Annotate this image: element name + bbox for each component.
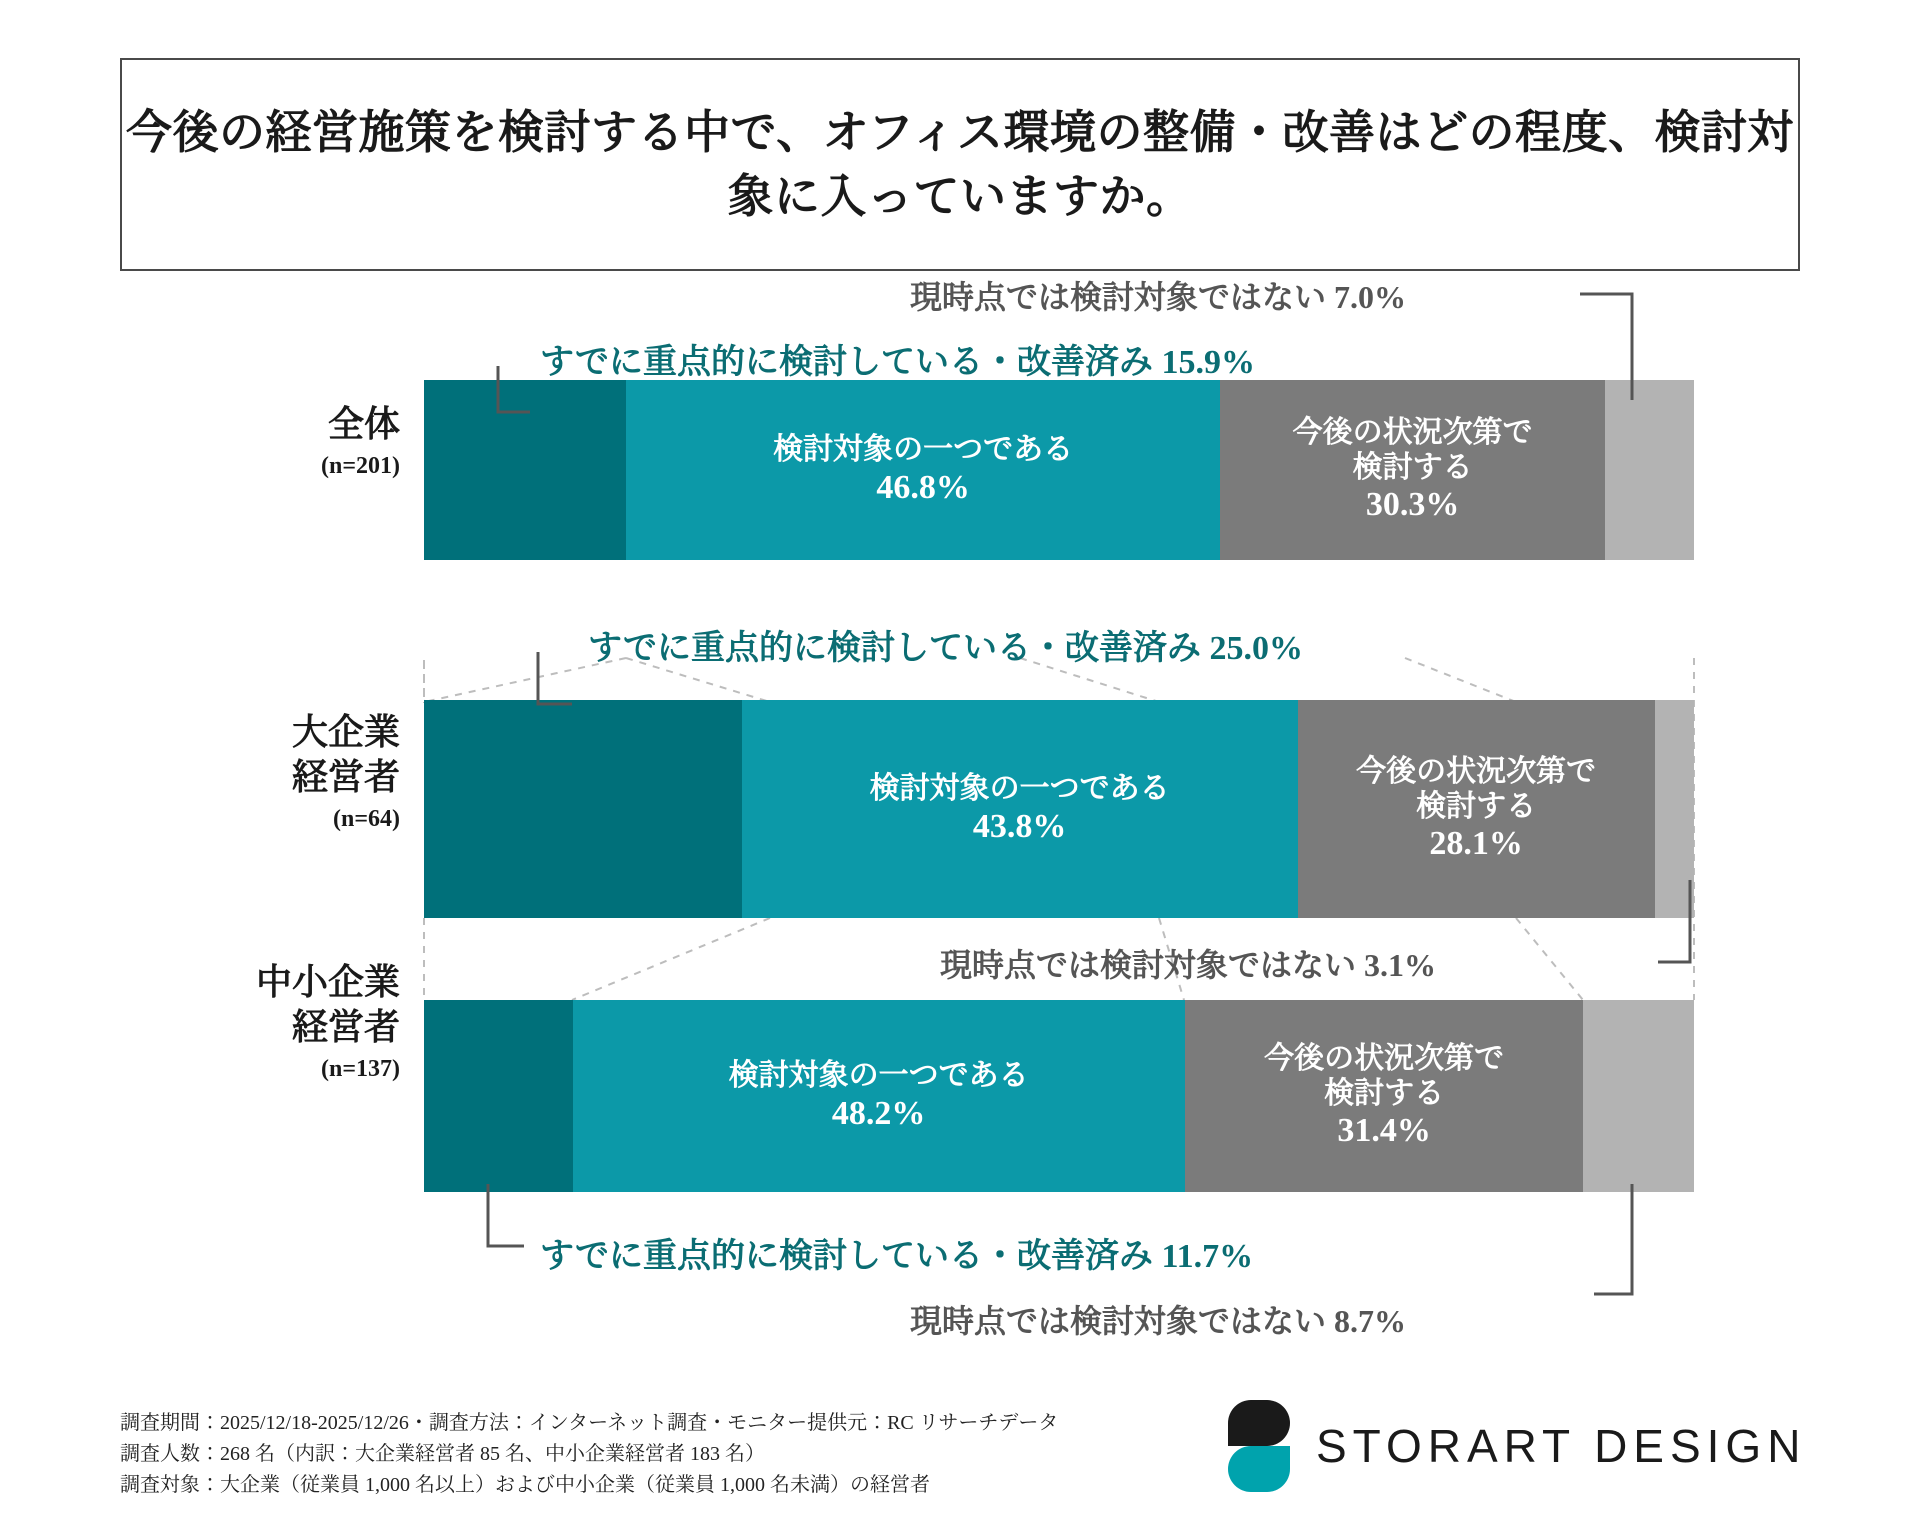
logo-bottom-shape (1228, 1446, 1290, 1492)
segment-label-line2: 検討する (1352, 450, 1473, 484)
callout-large-already: すでに重点的に検討している・改善済み 25.0% (588, 630, 1304, 667)
segment-value: 30.3% (1365, 486, 1460, 524)
segment-sme-depends (1185, 1000, 1584, 1192)
leader-large-notyet (1630, 880, 1750, 990)
segment-sme-candidate (573, 1000, 1185, 1192)
segment-label-line1: 今後の状況次第で (1356, 754, 1597, 788)
segment-value: 46.8% (876, 468, 970, 506)
category-name-line2: 経営者 (291, 757, 400, 797)
footnote-line-3: 調査対象：大企業（従業員 1,000 名以上）および中小企業（従業員 1,000 名未満）の経営者 (120, 1474, 930, 1496)
segment-label: 検討対象の一つである (728, 1059, 1029, 1093)
category-name-line2: 経営者 (291, 1007, 400, 1047)
callout-large-notyet: 現時点では検討対象ではない 3.1% (940, 947, 1437, 983)
callout-sme-already: すでに重点的に検討している・改善済み 11.7% (540, 1238, 1254, 1275)
segment-label-line1: 今後の状況次第で (1264, 1041, 1505, 1075)
stacked-bar-chart (0, 279, 1920, 1390)
footnote-line-2: 調査人数：268 名（内訳：大企業経営者 85 名、中小企業経営者 183 名） (120, 1443, 765, 1465)
logo-top-shape (1228, 1400, 1290, 1446)
segment-label-line2: 検討する (1416, 789, 1537, 823)
category-name-line1: 大企業 (291, 712, 400, 752)
category-name-line1: 中小企業 (255, 962, 400, 1002)
segment-value: 48.2% (831, 1094, 926, 1132)
category-n: (n=64) (332, 806, 400, 832)
segment-large-candidate (742, 700, 1298, 918)
survey-footnote (120, 1408, 1320, 1501)
category-name: 全体 (327, 404, 400, 444)
category-label-overall (0, 402, 400, 480)
bar-sme (424, 1000, 1694, 1192)
category-n: (n=201) (320, 453, 400, 479)
callout-overall-notyet: 現時点では検討対象ではない 7.0% (910, 279, 1407, 315)
segment-label: 検討対象の一つである (869, 772, 1170, 806)
brand-logo (1228, 1400, 1806, 1492)
leader-sme-notyet (1580, 1184, 1700, 1314)
segment-value: 31.4% (1337, 1112, 1431, 1150)
brand-name: STORART DESIGN (1316, 1420, 1807, 1472)
page-title: 今後の経営施策を検討する中で、オフィス環境の整備・改善はどの程度、検討対象に入っていますか。 (125, 107, 1795, 222)
segment-label-line1: 今後の状況次第で (1292, 415, 1533, 449)
segment-overall-candidate (626, 380, 1220, 560)
leader-overall-already (490, 360, 690, 430)
segment-overall-depends (1220, 380, 1605, 560)
category-label-large (0, 710, 400, 833)
segment-sme-notyet (1583, 1000, 1693, 1192)
segment-value: 43.8% (972, 807, 1067, 845)
footnote-line-1: 調査期間：2025/12/18-2025/12/26・調査方法：インターネット調査・モニター提供元：RC リサーチデータ (120, 1412, 1059, 1434)
callout-overall-already: すでに重点的に検討している・改善済み 15.9% (540, 344, 1256, 381)
callout-sme-notyet: 現時点では検討対象ではない 8.7% (910, 1303, 1407, 1339)
segment-label: 検討対象の一つである (773, 433, 1074, 467)
leader-overall-notyet (1580, 280, 1700, 410)
segment-label-line2: 検討する (1324, 1076, 1445, 1110)
segment-large-depends (1298, 700, 1655, 918)
title-box (120, 58, 1800, 271)
leader-sme-already (480, 1184, 630, 1274)
segment-value: 28.1% (1429, 825, 1523, 863)
bar-large (424, 700, 1694, 918)
segment-large-already (424, 700, 742, 918)
category-label-sme (0, 960, 400, 1083)
segment-sme-already (424, 1000, 573, 1192)
logo-mark-icon (1228, 1400, 1290, 1492)
category-n: (n=137) (320, 1056, 400, 1082)
leader-large-already (530, 646, 730, 726)
